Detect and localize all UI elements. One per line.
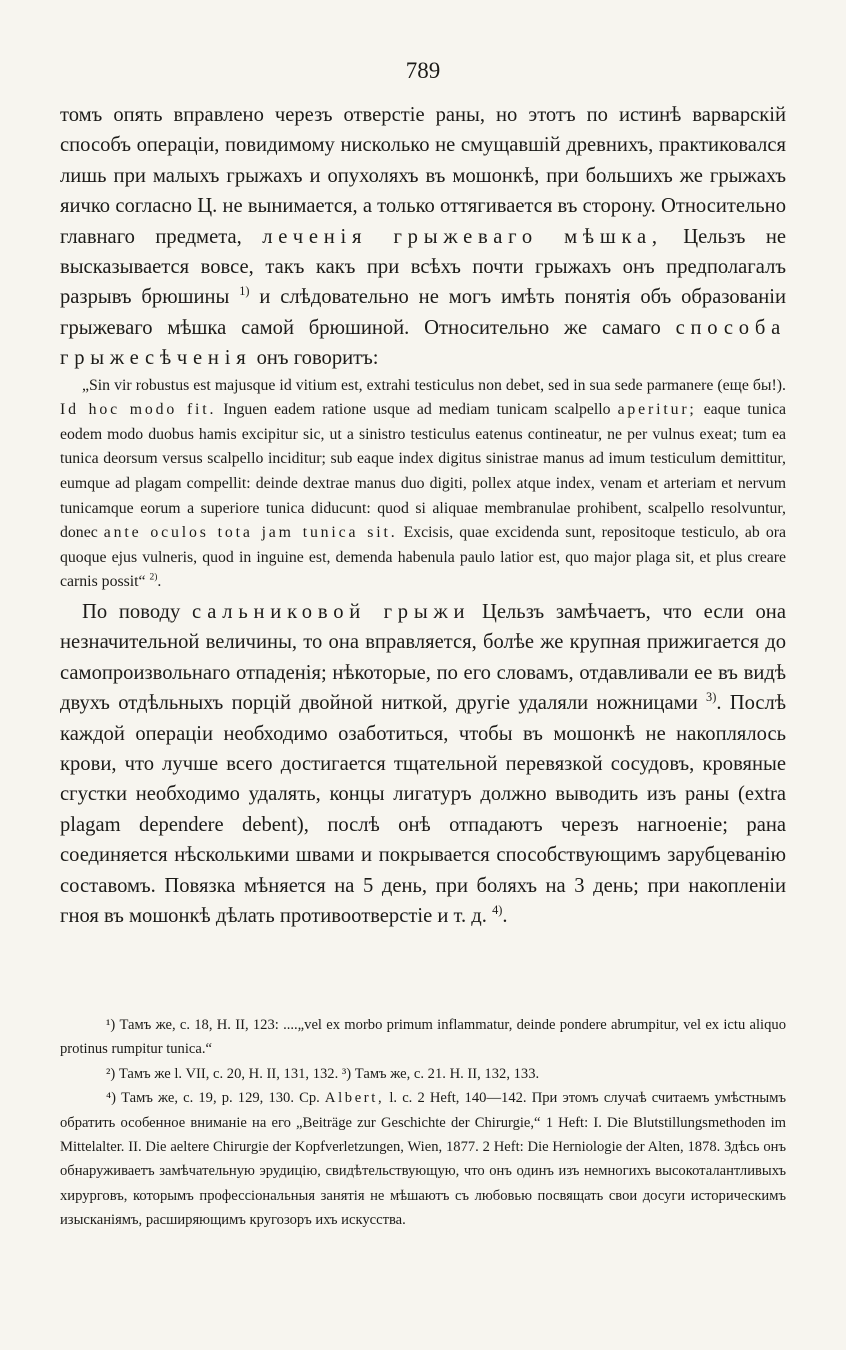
page-number: 789 bbox=[405, 58, 441, 83]
footnote-2: ²) Тамъ же l. VII, с. 20, Н. II, 131, 132. bbox=[106, 1065, 339, 1082]
paragraph-1-text-d: онъ говоритъ: bbox=[256, 347, 379, 370]
emphasis-omental-hernia: сальниковой грыжи bbox=[192, 601, 471, 623]
paragraph-2-text-c: . Послѣ каждой операціи необходимо озаботиться, чтобы въ мошонкѣ не накоплялось крови, что лучше всего достигается тщательной перевязкой сосудовъ, кровяные сгустки необходимо удалять, концы лигатуръ должно выводить изъ раны (extra plagam dependere debent), послѣ онѣ отпадаютъ черезъ нагноеніе; рана соединяется нѣсколькими швами и покрывается способствующимъ зарубцеванію составомъ. Повязка мѣняется на 5 день, при боляхъ на 3 день; при накопленіи гноя въ мошонкѣ дѣлать противоотверстіе и т. д. bbox=[60, 692, 787, 928]
footnote-ref-2: 2) bbox=[149, 573, 158, 584]
footnote-ref-1: 1) bbox=[239, 284, 250, 299]
latin-text-b: Inguen eadem ratione usque ad mediam tunicam scalpello bbox=[223, 401, 611, 419]
footnote-ref-3: 3) bbox=[706, 690, 717, 705]
paragraph-1-text-c: и слѣдовательно не могъ имѣть понятія объ образованіи грыжеваго мѣшка самой брюшиной. Относительно же самаго bbox=[60, 286, 786, 339]
emphasis-herniotomy-method: способа грыжесѣченія bbox=[60, 316, 786, 370]
latin-quotation bbox=[60, 374, 786, 595]
paragraph-2-text-end: . bbox=[502, 905, 508, 928]
footnote-3: ³) Тамъ же, с. 21. Н. II, 132, 133. bbox=[341, 1065, 540, 1082]
emphasis-hernia-sac-treatment: леченія грыжеваго мѣшка, bbox=[262, 225, 663, 248]
footnote-2-3 bbox=[60, 1062, 786, 1086]
paragraph-1-text-b: Цельзъ не высказывается вовсе, такъ какъ при всѣхъ почти грыжахъ онъ предполагалъ разрывъ брюшины bbox=[60, 225, 786, 309]
main-text bbox=[60, 100, 786, 931]
footnote-1: ¹) Тамъ же, с. 18, Н. II, 123: ....„vel ex morbo primum inflammatur, deinde pondere abrumpitur, vel ex ictu aliquo protinus rumpitur tunica.“ bbox=[60, 1017, 786, 1058]
latin-emphasis-c: ante oculos tota jam tunica sit. bbox=[103, 524, 398, 542]
latin-text-a: „Sin vir robustus est majusque id vitium est, extrahi testiculus non debet, sed in sua sede parmanere (еще бы!). bbox=[82, 376, 786, 394]
paragraph-1 bbox=[60, 100, 786, 374]
paragraph-2-text-b: Цельзъ замѣчаетъ, что если она незначительной величины, то она вправляется, болѣе же крупная прижигается до самопроизвольнаго отпаденія; нѣкоторые, по его словамъ, отдавливали ее въ видѣ двухъ отдѣльныхъ порцій двойной ниткой, другіе удаляли ножницами bbox=[60, 601, 786, 715]
footnote-4-text-b: l. с. 2 Heft, 140—142. При этомъ случаѣ считаемъ умѣстнымъ обратить особенное вниманіе на его „Beiträge zur Geschichte der Chirurgie,“ 1 Heft: I. Die Blutstillungsmethoden im Mittelalter. II. Die aeltere Chirurgie der Kopfverletzungen, Wien, 1877. 2 Heft: Die Herniologie der Alten, 1878. Здѣсь онъ обнаруживаетъ замѣчательную эрудицію, свидѣтельствующую, что онъ одинъ изъ немногихъ высокоталантливыхъ хирурговъ, которымъ профессіональныя занятія не мѣшаютъ съ любовью посвящать свои досуги историческимъ изысканіямъ, расширяющимъ кругозоръ ихъ искусства. bbox=[60, 1090, 786, 1229]
footnote-4-author: Albert, bbox=[324, 1090, 385, 1107]
paragraph-1-text-a: томъ опять вправлено черезъ отверстіе раны, но этотъ по истинѣ варварскій способъ операціи, повидимому нисколько не смущавшій древнихъ, практиковался лишь при малыхъ грыжахъ и опухоляхъ въ мошонкѣ, при большихъ же грыжахъ яичко согласно Ц. не вынимается, а только оттягивается въ сторону. Относительно главнаго предмета, bbox=[60, 104, 786, 248]
footnote-4-text-a: ⁴) Тамъ же, с. 19, р. 129, 130. Ср. bbox=[106, 1090, 320, 1107]
latin-text-d: Excisis, quae excidenda sunt, repositoque testiculo, ab ora quoque ejus vulneris, quod in inguine est, demenda habenula paulo latior est, quo major plaga sit, et plus creare carnis possit“ bbox=[60, 524, 787, 591]
latin-text-end: . bbox=[157, 573, 162, 591]
paragraph-2 bbox=[60, 597, 786, 931]
footnote-ref-4: 4) bbox=[492, 903, 503, 918]
latin-text-c: eaque tunica eodem modo duobus hamis excipitur sic, ut a sinistro testiculus eatenus contineatur, ne per vulnus exeat; tum ea tunica deorsum versus scalpello inciditur; sub eaque index digitus sinistrae manus ad imum testiculum demittitur, eumque ad plagam compellit: deinde dextrae manus duo digiti, pollex atque index, venam et arteriam et nervum tunicamque eorum a superiore tunica diducunt: quod si aliquae membranulae prohibent, scalpello resolvuntur, donec bbox=[60, 401, 787, 542]
latin-emphasis-a: Id hoc modo fit. bbox=[60, 401, 217, 419]
footnote-4 bbox=[60, 1086, 786, 1232]
latin-emphasis-b: aperitur; bbox=[617, 401, 697, 419]
paragraph-2-text-a: По поводу bbox=[82, 601, 181, 623]
footnotes bbox=[60, 1013, 786, 1233]
